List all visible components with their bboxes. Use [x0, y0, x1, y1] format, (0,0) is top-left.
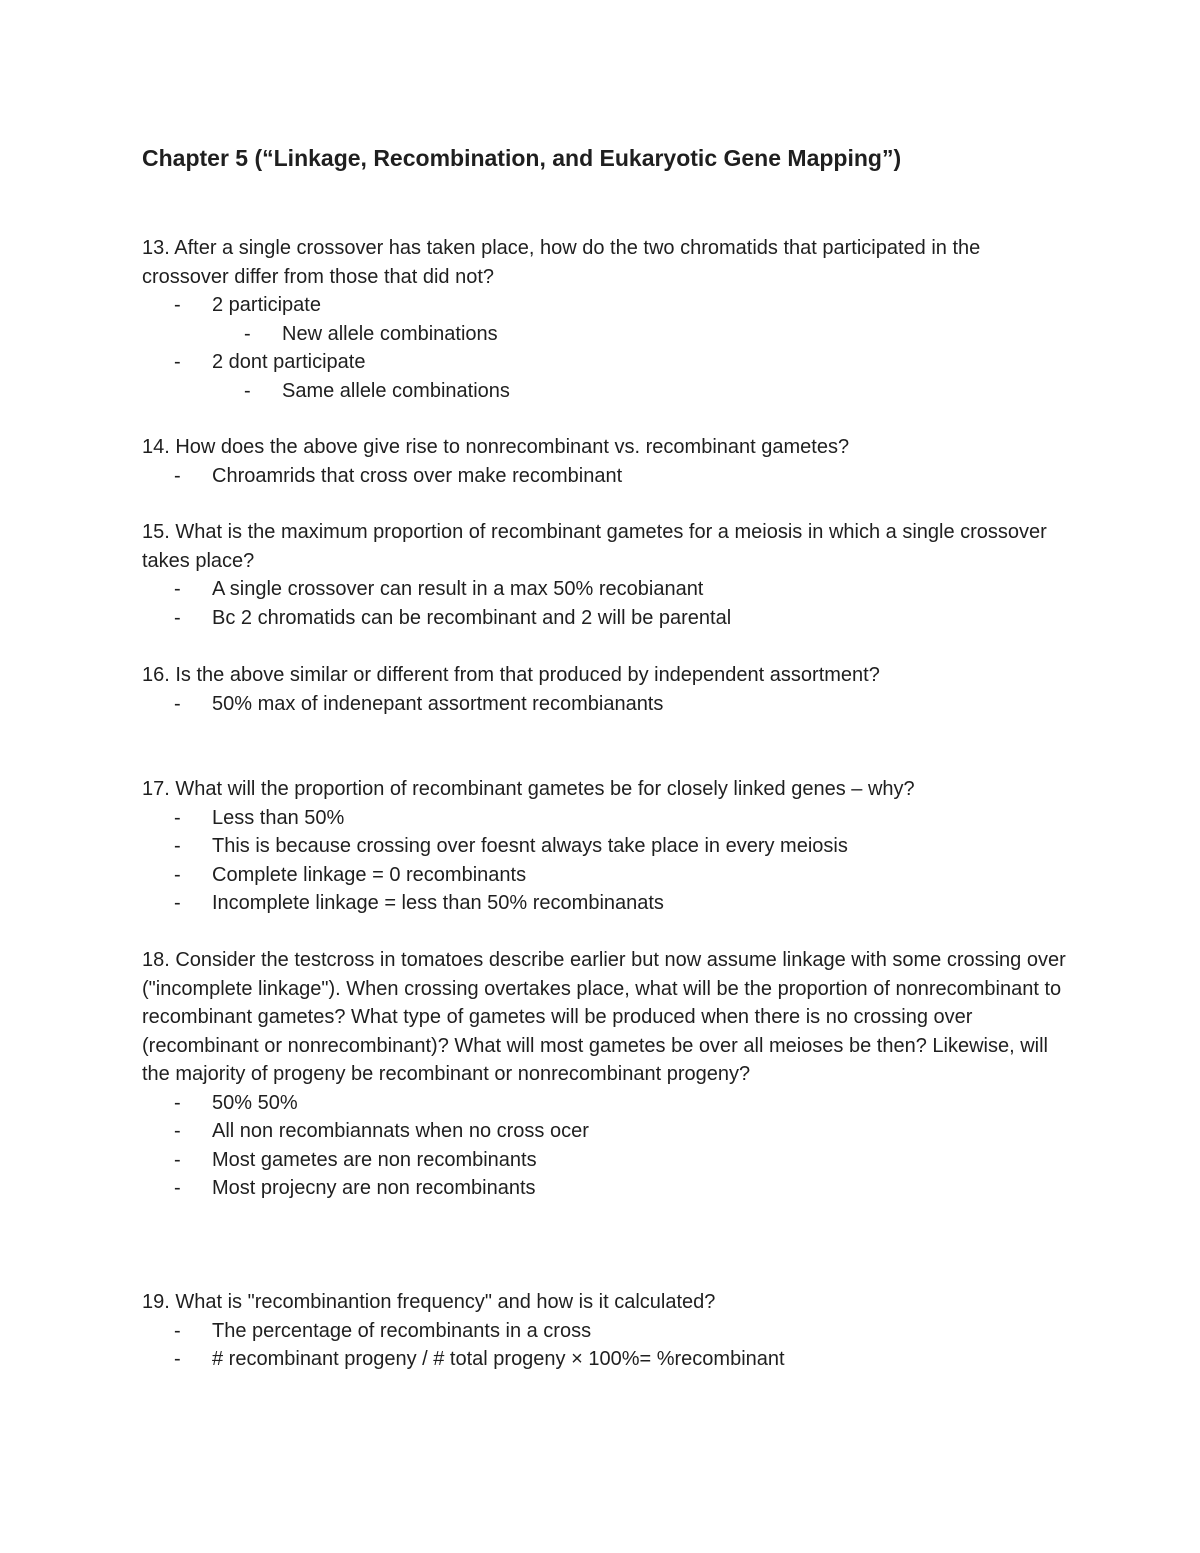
- bullet-text: Bc 2 chromatids can be recombinant and 2 will be parental: [212, 606, 732, 629]
- dash-bullet-icon: -: [174, 1319, 181, 1342]
- bullet-item: [142, 348, 1072, 377]
- question-block: [142, 234, 1072, 405]
- bullet-item: [142, 690, 1072, 719]
- bullet-item: [142, 832, 1072, 861]
- dash-bullet-icon: -: [244, 379, 251, 402]
- dash-bullet-icon: -: [174, 1120, 181, 1142]
- dash-bullet-icon: -: [244, 322, 251, 345]
- dash-bullet-icon: -: [174, 806, 181, 829]
- dash-bullet-icon: -: [174, 892, 181, 914]
- question-text: 17. What will the proportion of recombinant gametes be for closely linked genes – why?: [142, 778, 915, 800]
- question-text: 18. Consider the testcross in tomatoes describe earlier but now assume linkage with some crossing over ("incomplete linkage"). When crossing overtakes place, what will be the proportion of nonrecombinant to recombinant gametes? What type of gametes will be produced when there is no crossing over (recombinant or nonrecombinant)? What will most gametes be over all meioses be then? Likewise, will the majority of progeny be recombinant or nonrecombinant progeny?: [142, 949, 1066, 1085]
- bullet-text: 50% 50%: [212, 1091, 298, 1114]
- question-block: [142, 518, 1072, 632]
- bullet-item: [142, 804, 1072, 833]
- dash-bullet-icon: -: [174, 1348, 181, 1370]
- question-block: [142, 946, 1072, 1203]
- dash-bullet-icon: -: [174, 1148, 181, 1171]
- dash-bullet-icon: -: [174, 351, 181, 373]
- question-block: [142, 775, 1072, 918]
- dash-bullet-icon: -: [174, 464, 181, 487]
- bullet-text: 50% max of indenepant assortment recombianants: [212, 692, 664, 715]
- bullet-text: All non recombiannats when no cross ocer: [212, 1120, 589, 1142]
- bullet-text: 2 participate: [212, 294, 321, 316]
- sub-bullet-item: [142, 377, 1072, 406]
- dash-bullet-icon: -: [174, 835, 181, 857]
- bullet-text: Same allele combinations: [282, 379, 510, 402]
- bullet-item: [142, 1317, 1072, 1346]
- dash-bullet-icon: -: [174, 606, 181, 629]
- bullet-text: Chroamrids that cross over make recombinant: [212, 464, 623, 487]
- chapter-title: Chapter 5 (“Linkage, Recombination, and Eukaryotic Gene Mapping”): [142, 145, 902, 171]
- bullet-item: [142, 1117, 1072, 1146]
- bullet-text: The percentage of recombinants in a cross: [212, 1319, 592, 1342]
- bullet-text: Incomplete linkage = less than 50% recombinanats: [212, 892, 664, 914]
- question-text: 13. After a single crossover has taken place, how do the two chromatids that participated in the crossover differ from those that did not?: [142, 237, 981, 288]
- dash-bullet-icon: -: [174, 294, 181, 316]
- question-text: 19. What is "recombinantion frequency" and how is it calculated?: [142, 1291, 716, 1313]
- question-block: [142, 1288, 1072, 1374]
- dash-bullet-icon: -: [174, 1177, 181, 1199]
- dash-bullet-icon: -: [174, 863, 181, 886]
- bullet-text: This is because crossing over foesnt always take place in every meiosis: [212, 835, 848, 857]
- question-text: 16. Is the above similar or different from that produced by independent assortment?: [142, 664, 880, 686]
- question-text: 14. How does the above give rise to nonrecombinant vs. recombinant gametes?: [142, 436, 850, 458]
- question-block: [142, 661, 1072, 718]
- dash-bullet-icon: -: [174, 578, 181, 600]
- bullet-text: A single crossover can result in a max 50% recobianant: [212, 578, 704, 600]
- bullet-item: [142, 604, 1072, 633]
- sub-bullet-item: [142, 320, 1072, 349]
- bullet-item: [142, 1174, 1072, 1203]
- question-block: [142, 433, 1072, 490]
- bullet-item: [142, 1345, 1072, 1374]
- bullet-text: Complete linkage = 0 recombinants: [212, 863, 527, 886]
- question-text: 15. What is the maximum proportion of recombinant gametes for a meiosis in which a single crossover takes place?: [142, 521, 1047, 572]
- bullet-text: New allele combinations: [282, 322, 498, 345]
- bullet-item: [142, 291, 1072, 320]
- bullet-text: Most gametes are non recombinants: [212, 1148, 537, 1171]
- dash-bullet-icon: -: [174, 692, 181, 715]
- bullet-text: Less than 50%: [212, 806, 345, 829]
- bullet-item: [142, 889, 1072, 918]
- dash-bullet-icon: -: [174, 1091, 181, 1114]
- bullet-text: 2 dont participate: [212, 351, 366, 373]
- bullet-text: # recombinant progeny / # total progeny × 100%= %recombinant: [212, 1348, 785, 1370]
- bullet-text: Most projecny are non recombinants: [212, 1177, 536, 1199]
- bullet-item: [142, 575, 1072, 604]
- bullet-item: [142, 462, 1072, 491]
- bullet-item: [142, 1089, 1072, 1118]
- bullet-item: [142, 861, 1072, 890]
- bullet-item: [142, 1146, 1072, 1175]
